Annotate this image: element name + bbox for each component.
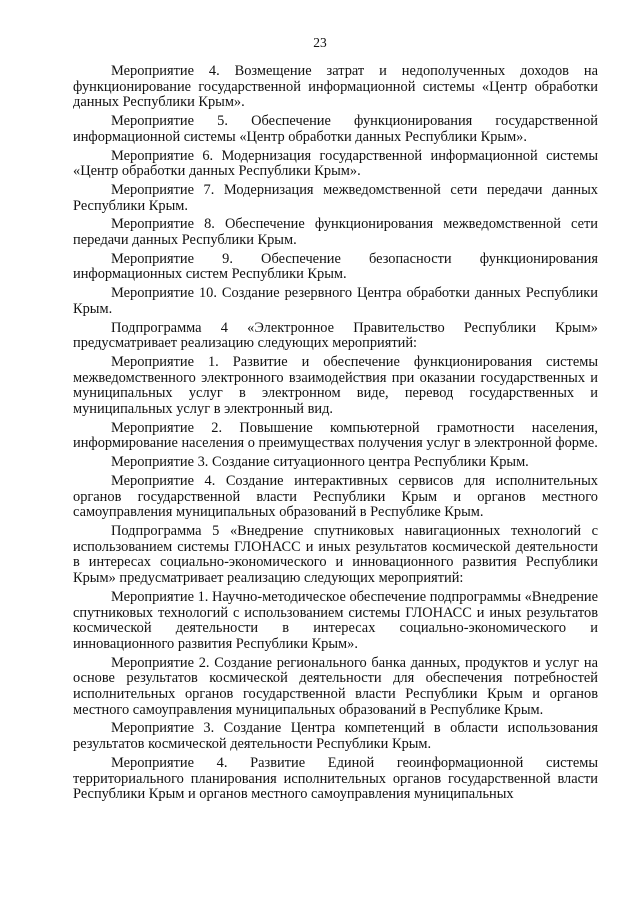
paragraph-activity-7-network-modernization: Мероприятие 7. Модернизация межведомственной сети передачи данных Республики Крым.: [73, 181, 598, 214]
paragraph-sp5-activity-2: Мероприятие 2. Создание регионального банка данных, продуктов и услуг на основе результатов космической деятельности для обеспечения потребностей исполнительных органов государственной власти Республики Крым и органов местного самоуправления муниципальных образований в Республике Крым.: [73, 654, 598, 718]
paragraph-sp4-activity-1: Мероприятие 1. Развитие и обеспечение функционирования системы межведомственного электронного взаимодействия при оказании государственных и муниципальных услуг в электронном виде, перевод государственных и муниципальных услуг в электронный вид.: [73, 353, 598, 418]
paragraph-sp5-activity-3: Мероприятие 3. Создание Центра компетенций в области использования результатов космической деятельности Республики Крым.: [73, 720, 598, 753]
paragraph-subprogram-4-intro: Подпрограмма 4 «Электронное Правительство Республики Крым» предусматривает реализацию следующих мероприятий:: [73, 319, 598, 352]
paragraph-activity-5-data-center-operation: Мероприятие 5. Обеспечение функционирования государственной информационной системы «Центр обработки данных Республики Крым».: [73, 113, 598, 145]
paragraph-sp5-activity-1: Мероприятие 1. Научно-методическое обеспечение подпрограммы «Внедрение спутниковых технологий с использованием системы ГЛОНАСС и иных результатов космической деятельности в интересах социально-экономического и инновационного развития Республики Крым».: [73, 588, 598, 652]
paragraph-activity-10-backup-center: Мероприятие 10. Создание резервного Центра обработки данных Республики Крым.: [73, 285, 598, 317]
paragraph-sp4-activity-3: Мероприятие 3. Создание ситуационного центра Республики Крым.: [111, 454, 529, 471]
document-body: [73, 64, 598, 806]
page-number: 23: [313, 35, 327, 50]
paragraph-activity-9-security: Мероприятие 9. Обеспечение безопасности функционирования информационных систем Республики Крым.: [73, 250, 598, 283]
paragraph-activity-8-network-operation: Мероприятие 8. Обеспечение функционирования межведомственной сети передачи данных Республики Крым.: [73, 216, 598, 249]
paragraph-sp5-activity-4: Мероприятие 4. Развитие Единой геоинформационной системы территориального планирования исполнительных органов государственной власти Республики Крым и органов местного самоуправления муниципальных: [73, 754, 598, 803]
paragraph-activity-6-data-center-modernization: Мероприятие 6. Модернизация государственной информационной системы «Центр обработки данных Республики Крым».: [73, 147, 598, 180]
paragraph-sp4-activity-4: Мероприятие 4. Создание интерактивных сервисов для исполнительных органов государственной власти Республики Крым и органов местного самоуправления муниципальных образований в Республике Крым.: [73, 472, 598, 521]
paragraph-subprogram-5-intro: Подпрограмма 5 «Внедрение спутниковых навигационных технологий с использованием системы ГЛОНАСС и иных результатов космической деятельности в интересах социально-экономического и инновационного развития Республики Крым» предусматривает реализацию следующих мероприятий:: [73, 522, 598, 587]
paragraph-activity-4-compensation: Мероприятие 4. Возмещение затрат и недополученных доходов на функционирование государственной информационной системы «Центр обработки данных Республики Крым».: [73, 63, 598, 111]
paragraph-sp4-activity-2: Мероприятие 2. Повышение компьютерной грамотности населения, информирование населения о преимуществах получения услуг в электронной форме.: [73, 419, 598, 452]
